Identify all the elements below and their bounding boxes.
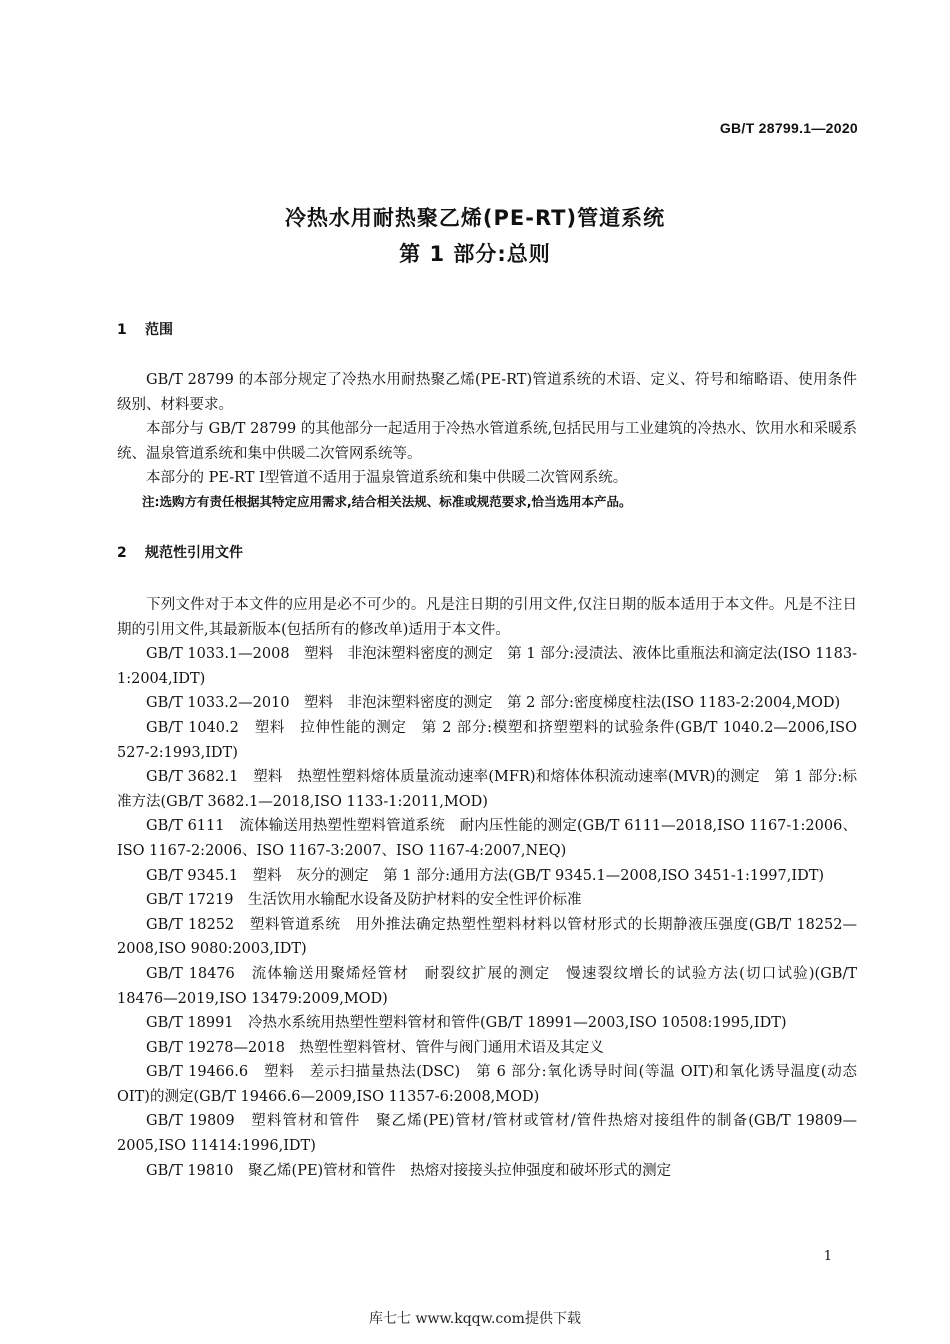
reference-item: GB/T 18991 冷热水系统用热塑性塑料管材和管件(GB/T 18991—2003,ISO 10508:1995,IDT): [146, 1015, 787, 1032]
reference-item: GB/T 18476 流体输送用聚烯烃管材 耐裂纹扩展的测定 慢速裂纹增长的试验方法(切口试验)(GB/T 18476—2019,ISO 13479:2009,MOD): [117, 965, 857, 1007]
reference-item: GB/T 19809 塑料管材和管件 聚乙烯(PE)管材/管材或管材/管件热熔对接组件的制备(GB/T 19809—2005,ISO 11414:1996,IDT): [117, 1113, 857, 1155]
reference-item: GB/T 9345.1 塑料 灰分的测定 第 1 部分:通用方法(GB/T 9345.1—2008,ISO 3451-1:1997,IDT): [146, 867, 825, 884]
footer-watermark: 库七七 www.kqqw.com提供下载: [369, 1311, 581, 1327]
document-title-line2: 第 1 部分:总则: [399, 242, 551, 266]
reference-item: GB/T 3682.1 塑料 热塑性塑料熔体质量流动速率(MFR)和熔体体积流动速率(MVR)的测定 第 1 部分:标准方法(GB/T 3682.1—2018,ISO 1133-1:2011,MOD): [117, 769, 857, 810]
document-title-line1: 冷热水用耐热聚乙烯(PE-RT)管道系统: [284, 206, 666, 230]
section2-heading: [117, 542, 243, 562]
standard-code: GB/T 28799.1—2020: [719, 120, 858, 136]
section1-paragraph: 本部分的 PE-RT Ⅰ型管道不适用于温泉管道系统和集中供暖二次管网系统。: [146, 470, 628, 487]
section1-paragraph: 本部分与 GB/T 28799 的其他部分一起适用于冷热水管道系统,包括民用与工业建筑的冷热水、饮用水和采暖系统、温泉管道系统和集中供暖二次管网系统等。: [117, 421, 857, 462]
reference-item: GB/T 6111 流体输送用热塑性塑料管道系统 耐内压性能的测定(GB/T 6111—2018,ISO 1167-1:2006、ISO 1167-2:2006、ISO 1167-3:2007、ISO 1167-4:2007,NEQ): [117, 818, 857, 859]
section2-number: 2: [117, 545, 127, 561]
section1-paragraph: GB/T 28799 的本部分规定了冷热水用耐热聚乙烯(PE-RT)管道系统的术语、定义、符号和缩略语、使用条件级别、材料要求。: [117, 372, 857, 413]
section2-title: 规范性引用文件: [145, 545, 243, 561]
section1-title: 范围: [145, 322, 173, 338]
reference-item: GB/T 18252 塑料管道系统 用外推法确定热塑性塑料材料以管材形式的长期静液压强度(GB/T 18252—2008,ISO 9080:2003,IDT): [117, 916, 857, 958]
section1-note: 注:选购方有责任根据其特定应用需求,结合相关法规、标准或规范要求,恰当选用本产品。: [142, 493, 632, 509]
section2-body: [117, 593, 857, 1183]
reference-item: GB/T 1040.2 塑料 拉伸性能的测定 第 2 部分:模塑和挤塑塑料的试验条件(GB/T 1040.2—2006,ISO 527-2:1993,IDT): [117, 719, 857, 761]
section1-number: 1: [117, 322, 127, 338]
page-number: 1: [823, 1249, 832, 1264]
reference-item: GB/T 19810 聚乙烯(PE)管材和管件 热熔对接接头拉伸强度和破坏形式的测定: [146, 1162, 672, 1179]
reference-item: GB/T 1033.2—2010 塑料 非泡沫塑料密度的测定 第 2 部分:密度梯度柱法(ISO 1183-2:2004,MOD): [146, 695, 841, 712]
reference-item: GB/T 19466.6 塑料 差示扫描量热法(DSC) 第 6 部分:氧化诱导时间(等温 OIT)和氧化诱导温度(动态 OIT)的测定(GB/T 19466.6—2009,ISO 11357-6:2008,MOD): [117, 1064, 857, 1105]
reference-item: GB/T 1033.1—2008 塑料 非泡沫塑料密度的测定 第 1 部分:浸渍法、液体比重瓶法和滴定法(ISO 1183-1:2004,IDT): [117, 646, 857, 687]
section1-body: [117, 368, 857, 512]
section2-intro: 下列文件对于本文件的应用是必不可少的。凡是注日期的引用文件,仅注日期的版本适用于本文件。凡是不注日期的引用文件,其最新版本(包括所有的修改单)适用于本文件。: [117, 597, 857, 638]
reference-item: GB/T 17219 生活饮用水输配水设备及防护材料的安全性评价标准: [146, 892, 582, 909]
section1-heading: [117, 319, 173, 339]
reference-item: GB/T 19278—2018 热塑性塑料管材、管件与阀门通用术语及其定义: [146, 1039, 604, 1056]
